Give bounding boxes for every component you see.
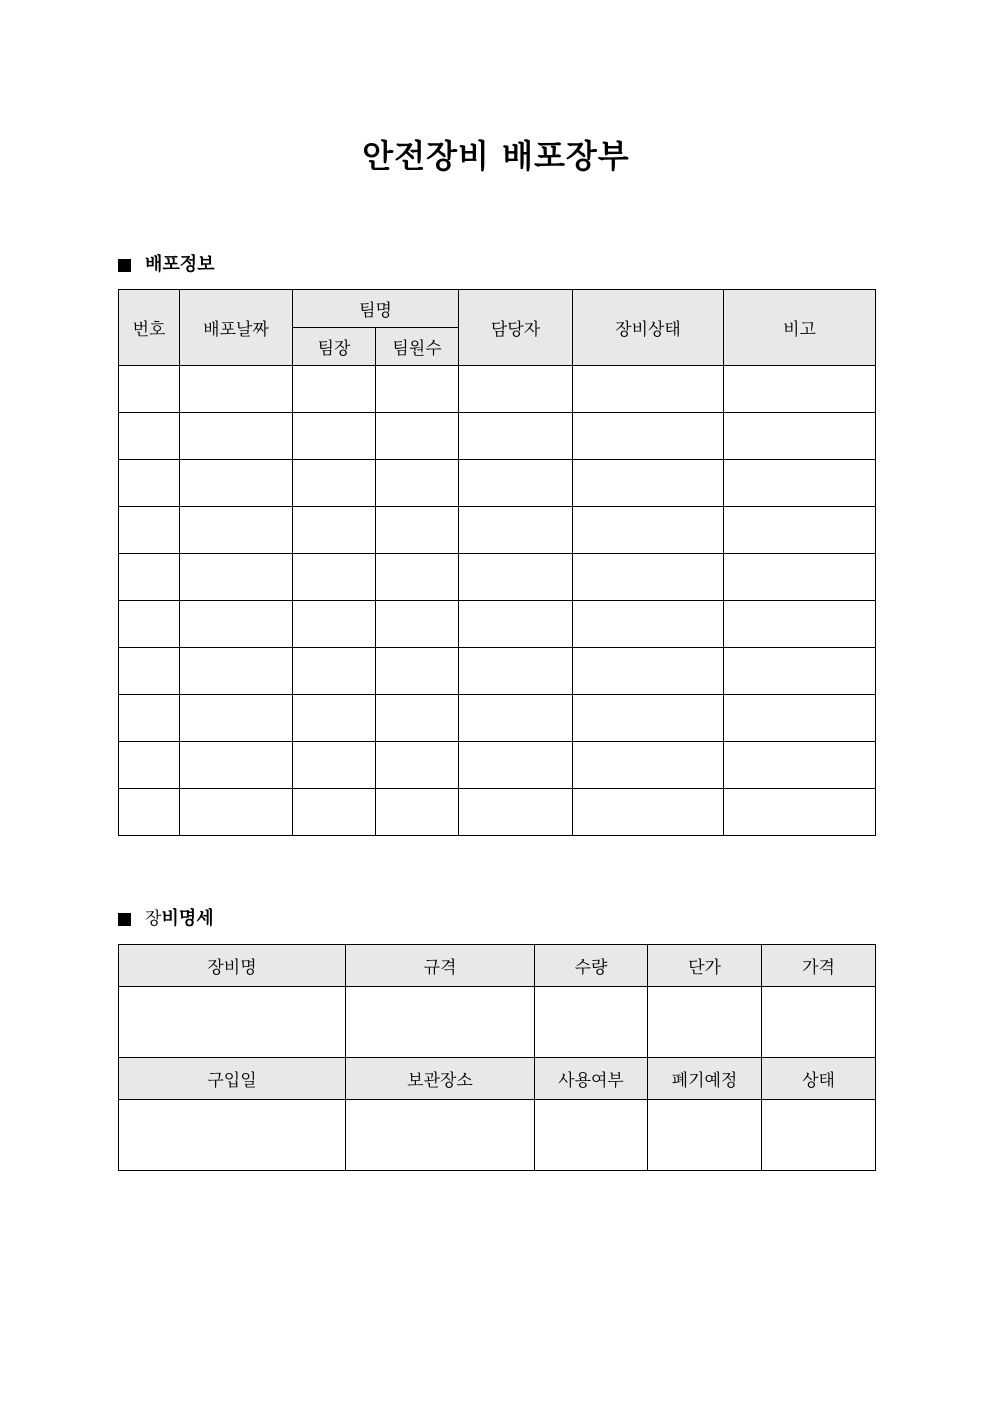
square-bullet-icon <box>118 913 131 926</box>
number-cell[interactable] <box>119 460 180 507</box>
header-specification: 규격 <box>346 945 535 987</box>
manager-cell[interactable] <box>459 648 573 695</box>
equipment-spec-table <box>118 944 876 1171</box>
distribution-table <box>118 289 876 836</box>
team-leader-cell[interactable] <box>293 554 376 601</box>
remarks-cell[interactable] <box>724 460 876 507</box>
purchase-date-cell[interactable] <box>119 1100 346 1171</box>
team-leader-cell[interactable] <box>293 413 376 460</box>
date-cell[interactable] <box>180 601 293 648</box>
number-cell[interactable] <box>119 601 180 648</box>
team-leader-cell[interactable] <box>293 460 376 507</box>
team-leader-cell[interactable] <box>293 507 376 554</box>
team-leader-cell[interactable] <box>293 695 376 742</box>
table-row <box>119 507 876 554</box>
team-leader-cell[interactable] <box>293 648 376 695</box>
table-row <box>119 742 876 789</box>
header-number: 번호 <box>119 290 180 366</box>
remarks-cell[interactable] <box>724 366 876 413</box>
header-manager: 담당자 <box>459 290 573 366</box>
in-use-cell[interactable] <box>535 1100 648 1171</box>
header-team-members: 팀원수 <box>376 328 459 366</box>
equipment-status-cell[interactable] <box>573 413 724 460</box>
distribution-section-heading <box>118 253 215 277</box>
document-title: 안전장비 배포장부 <box>362 137 630 175</box>
equipment-status-cell[interactable] <box>573 366 724 413</box>
header-equipment-status: 장비상태 <box>573 290 724 366</box>
team-members-cell[interactable] <box>376 366 459 413</box>
date-cell[interactable] <box>180 366 293 413</box>
table-row <box>119 366 876 413</box>
header-team-leader: 팀장 <box>293 328 376 366</box>
remarks-cell[interactable] <box>724 507 876 554</box>
date-cell[interactable] <box>180 413 293 460</box>
equipment-status-cell[interactable] <box>573 460 724 507</box>
date-cell[interactable] <box>180 742 293 789</box>
number-cell[interactable] <box>119 695 180 742</box>
remarks-cell[interactable] <box>724 742 876 789</box>
manager-cell[interactable] <box>459 601 573 648</box>
number-cell[interactable] <box>119 554 180 601</box>
unit-price-cell[interactable] <box>648 987 762 1058</box>
manager-cell[interactable] <box>459 413 573 460</box>
distribution-heading-text: 배포정보 <box>145 254 215 275</box>
manager-cell[interactable] <box>459 695 573 742</box>
remarks-cell[interactable] <box>724 601 876 648</box>
equipment-status-cell[interactable] <box>573 601 724 648</box>
team-members-cell[interactable] <box>376 413 459 460</box>
header-quantity: 수량 <box>535 945 648 987</box>
date-cell[interactable] <box>180 507 293 554</box>
disposal-plan-cell[interactable] <box>648 1100 762 1171</box>
spec-heading-text: 비명세 <box>161 908 214 929</box>
header-remarks: 비고 <box>724 290 876 366</box>
team-members-cell[interactable] <box>376 507 459 554</box>
header-equipment-name: 장비명 <box>119 945 346 987</box>
number-cell[interactable] <box>119 413 180 460</box>
header-unit-price: 단가 <box>648 945 762 987</box>
date-cell[interactable] <box>180 460 293 507</box>
team-members-cell[interactable] <box>376 601 459 648</box>
distribution-table-body <box>119 366 876 836</box>
header-purchase-date: 구입일 <box>119 1058 346 1100</box>
equipment-name-cell[interactable] <box>119 987 346 1058</box>
specification-cell[interactable] <box>346 987 535 1058</box>
manager-cell[interactable] <box>459 366 573 413</box>
manager-cell[interactable] <box>459 507 573 554</box>
spec-heading-prefix: 장 <box>145 909 162 929</box>
condition-cell[interactable] <box>762 1100 876 1171</box>
remarks-cell[interactable] <box>724 695 876 742</box>
date-cell[interactable] <box>180 695 293 742</box>
header-team: 팀명 <box>293 290 459 328</box>
remarks-cell[interactable] <box>724 554 876 601</box>
remarks-cell[interactable] <box>724 648 876 695</box>
remarks-cell[interactable] <box>724 413 876 460</box>
remarks-cell[interactable] <box>724 789 876 836</box>
table-row <box>119 695 876 742</box>
team-members-cell[interactable] <box>376 742 459 789</box>
equipment-status-cell[interactable] <box>573 695 724 742</box>
storage-location-cell[interactable] <box>346 1100 535 1171</box>
header-date: 배포날짜 <box>180 290 293 366</box>
manager-cell[interactable] <box>459 460 573 507</box>
equipment-status-cell[interactable] <box>573 789 724 836</box>
header-price: 가격 <box>762 945 876 987</box>
team-members-cell[interactable] <box>376 695 459 742</box>
table-row <box>119 554 876 601</box>
table-row <box>119 789 876 836</box>
header-in-use: 사용여부 <box>535 1058 648 1100</box>
equipment-status-cell[interactable] <box>573 507 724 554</box>
number-cell[interactable] <box>119 742 180 789</box>
table-row <box>119 413 876 460</box>
team-members-cell[interactable] <box>376 789 459 836</box>
manager-cell[interactable] <box>459 554 573 601</box>
team-leader-cell[interactable] <box>293 366 376 413</box>
number-cell[interactable] <box>119 789 180 836</box>
number-cell[interactable] <box>119 648 180 695</box>
team-members-cell[interactable] <box>376 554 459 601</box>
number-cell[interactable] <box>119 366 180 413</box>
manager-cell[interactable] <box>459 742 573 789</box>
team-members-cell[interactable] <box>376 460 459 507</box>
header-condition: 상태 <box>762 1058 876 1100</box>
quantity-cell[interactable] <box>535 987 648 1058</box>
team-leader-cell[interactable] <box>293 789 376 836</box>
table-row <box>119 648 876 695</box>
team-leader-cell[interactable] <box>293 601 376 648</box>
date-cell[interactable] <box>180 554 293 601</box>
team-members-cell[interactable] <box>376 648 459 695</box>
price-cell[interactable] <box>762 987 876 1058</box>
table-row <box>119 460 876 507</box>
equipment-status-cell[interactable] <box>573 648 724 695</box>
date-cell[interactable] <box>180 648 293 695</box>
header-disposal-plan: 폐기예정 <box>648 1058 762 1100</box>
manager-cell[interactable] <box>459 789 573 836</box>
spec-section-heading <box>118 907 214 931</box>
equipment-status-cell[interactable] <box>573 742 724 789</box>
date-cell[interactable] <box>180 789 293 836</box>
equipment-status-cell[interactable] <box>573 554 724 601</box>
team-leader-cell[interactable] <box>293 742 376 789</box>
number-cell[interactable] <box>119 507 180 554</box>
table-row <box>119 601 876 648</box>
header-storage-location: 보관장소 <box>346 1058 535 1100</box>
square-bullet-icon <box>118 259 131 272</box>
